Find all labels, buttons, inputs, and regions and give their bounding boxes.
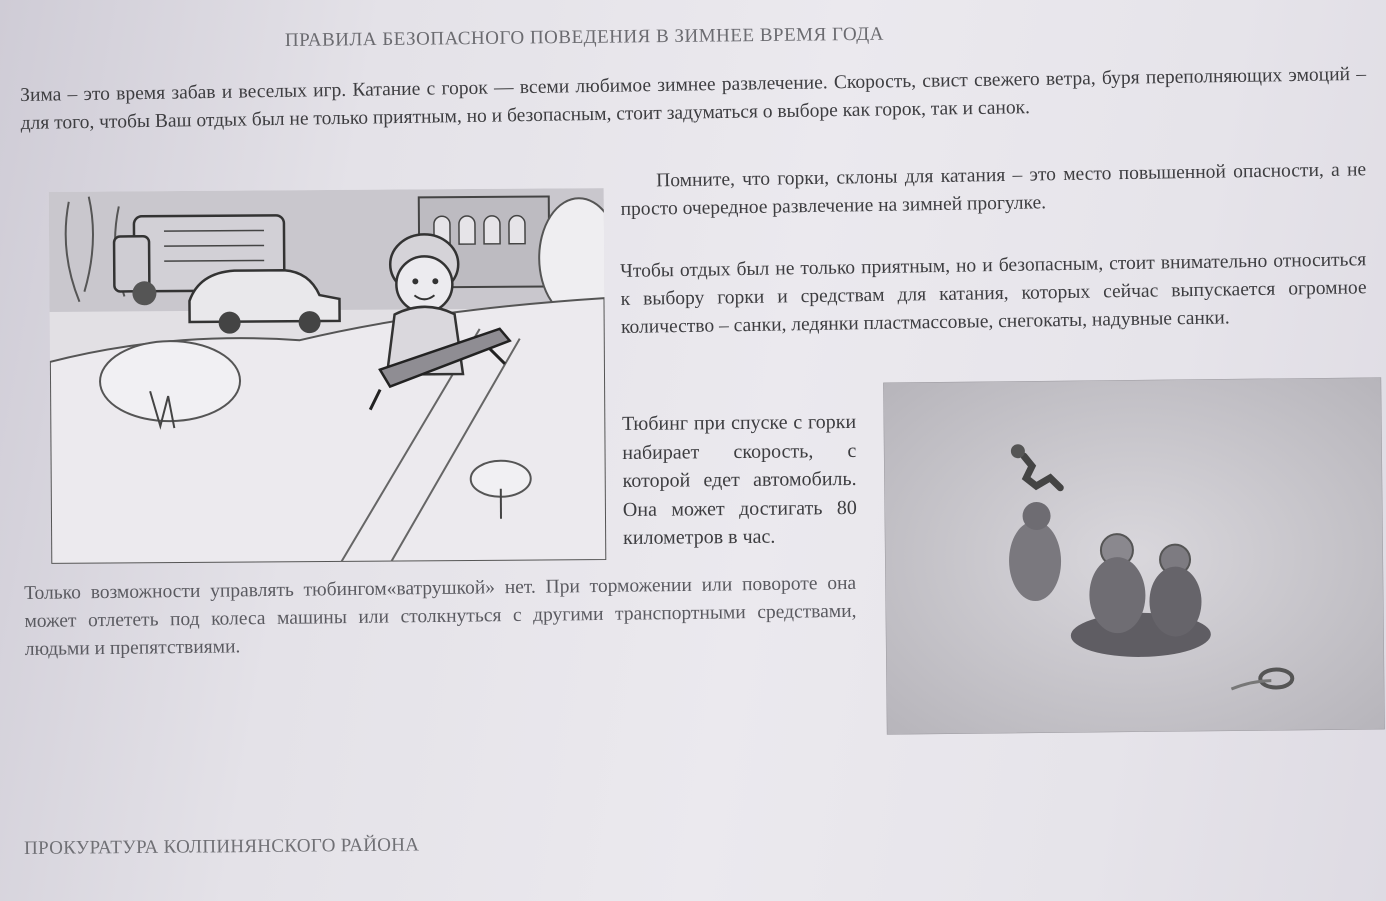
tubing-control-warning: Только возможности управлять тюбингом«ватрушкой» нет. При торможении или повороте она может отлететь под колеса машины или столкнуться с другими транспортными средствами, людьми и препятствиями. [24,572,857,660]
tubing-speed-paragraph: Тюбинг при спуске с горки набирает скорость, с которой едет автомобиль. Она может достигать 80 километров в час. [622,410,857,549]
intro-paragraph: Зима – это время забав и веселых игр. Катание с горок — всеми любимое зимнее развлечение. Скорость, свист свежего ветра, буря переполняющих эмоций – для того, чтобы Ваш отдых был не только приятным, но и безопасным, стоит задуматься о выборе как горок, так и санок. [20,63,1367,134]
sledding-illustration [49,188,607,564]
remember-paragraph: Помните, что горки, склоны для катания – это место повышенной опасности, а не просто очередное развлечение на зимней прогулке. [620,159,1367,220]
footer-signature: ПРОКУРАТУРА КОЛПИНЯНСКОГО РАЙОНА [24,834,420,859]
document-title: ПРАВИЛА БЕЗОПАСНОГО ПОВЕДЕНИЯ В ЗИМНЕЕ ВРЕМЯ ГОДА [284,23,885,51]
tubing-photo [883,377,1385,734]
tubing-photo-image [883,377,1385,734]
sledding-illustration-drawing [49,188,607,564]
sled-choice-paragraph: Чтобы отдых был не только приятным, но и безопасным, стоит внимательно относиться к выбору горки и средствам для катания, которых сейчас выпускается огромное количество – санки, ледянки пластмассовые, снегокаты, надувные санки. [620,249,1367,338]
